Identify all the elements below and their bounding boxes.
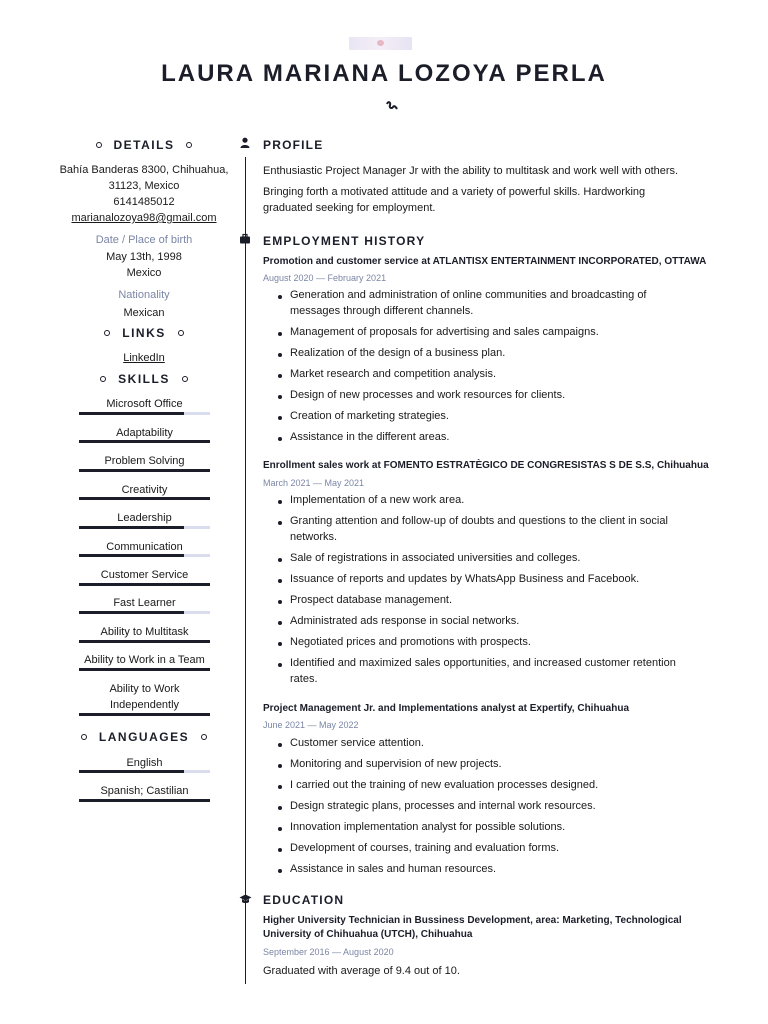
list-item: Market research and competition analysis. bbox=[270, 366, 690, 382]
list-item: Assistance in sales and human resources. bbox=[270, 861, 690, 877]
skill-level-bar bbox=[79, 554, 210, 557]
profile-photo bbox=[349, 37, 412, 50]
circle-icon bbox=[96, 142, 102, 148]
list-item: Generation and administration of online communities and broadcasting of messages through different channels. bbox=[270, 287, 690, 319]
links-heading: LINKS bbox=[56, 326, 232, 340]
timeline-line bbox=[245, 157, 246, 984]
skill-level-bar bbox=[79, 611, 210, 614]
list-item: Granting attention and follow-up of doubts and questions to the client in social networks. bbox=[270, 513, 690, 545]
skill-level-bar bbox=[79, 640, 210, 643]
circle-icon bbox=[178, 330, 184, 336]
skill-level-bar bbox=[79, 440, 210, 443]
skill-label: Creativity bbox=[121, 484, 168, 496]
list-item: Prospect database management. bbox=[270, 592, 690, 608]
list-item: Monitoring and supervision of new projects. bbox=[270, 756, 690, 772]
nationality: Mexican bbox=[123, 307, 165, 319]
skill-label: Problem Solving bbox=[104, 455, 185, 467]
circle-icon bbox=[182, 376, 188, 382]
job-bullets bbox=[270, 287, 690, 450]
candidate-name: LAURA MARIANA LOZOYA PERLA bbox=[161, 60, 607, 87]
skill-level-bar bbox=[79, 526, 210, 529]
nationality-label: Nationality bbox=[118, 289, 170, 301]
profile-paragraph: Enthusiastic Project Manager Jr with the ability to multitask and work well with others. bbox=[263, 165, 679, 177]
person-icon bbox=[239, 137, 251, 149]
education-note: Graduated with average of 9.4 out of 10. bbox=[263, 965, 460, 977]
skill-level-bar bbox=[79, 412, 210, 415]
skill-label: Adaptability bbox=[116, 427, 173, 439]
skill-label: Leadership bbox=[117, 512, 172, 524]
language-level-bar bbox=[79, 770, 210, 773]
language-level-bar bbox=[79, 799, 210, 802]
job-dates: August 2020 — February 2021 bbox=[263, 273, 387, 283]
list-item: Implementation of a new work area. bbox=[270, 492, 690, 508]
skill-level-bar bbox=[79, 668, 210, 671]
signature-icon bbox=[386, 101, 398, 111]
phone: 6141485012 bbox=[113, 196, 175, 208]
briefcase-icon bbox=[239, 233, 251, 245]
job-dates: June 2021 — May 2022 bbox=[263, 720, 359, 730]
list-item: Customer service attention. bbox=[270, 735, 690, 751]
list-item: Administrated ads response in social networks. bbox=[270, 613, 690, 629]
circle-icon bbox=[100, 376, 106, 382]
language-label: English bbox=[126, 757, 163, 769]
dob: May 13th, 1998 bbox=[106, 251, 182, 263]
skill-label: Ability to Work in a Team bbox=[84, 654, 205, 666]
place-of-birth: Mexico bbox=[126, 267, 162, 279]
skills-heading: SKILLS bbox=[56, 372, 232, 386]
education-heading: EDUCATION bbox=[263, 893, 345, 907]
list-item: Issuance of reports and updates by WhatsApp Business and Facebook. bbox=[270, 571, 690, 587]
list-item: Design of new processes and work resources for clients. bbox=[270, 387, 690, 403]
list-item: Creation of marketing strategies. bbox=[270, 408, 690, 424]
skill-level-bar bbox=[79, 497, 210, 500]
linkedin-link[interactable]: LinkedIn bbox=[123, 352, 165, 364]
skill-level-bar bbox=[79, 713, 210, 716]
circle-icon bbox=[104, 330, 110, 336]
list-item: Negotiated prices and promotions with prospects. bbox=[270, 634, 690, 650]
dob-label: Date / Place of birth bbox=[95, 234, 193, 246]
skill-level-bar bbox=[79, 583, 210, 586]
graduation-cap-icon bbox=[239, 893, 252, 905]
details-heading: DETAILS bbox=[56, 138, 232, 152]
list-item: Sale of registrations in associated universities and colleges. bbox=[270, 550, 690, 566]
list-item: Design strategic plans, processes and internal work resources. bbox=[270, 798, 690, 814]
job-bullets bbox=[270, 735, 690, 882]
job-title: Project Management Jr. and Implementations analyst at Expertify, Chihuahua bbox=[263, 703, 630, 714]
skill-label: Microsoft Office bbox=[106, 398, 183, 410]
skill-label: Ability to Multitask bbox=[100, 626, 189, 638]
circle-icon bbox=[186, 142, 192, 148]
language-label: Spanish; Castilian bbox=[100, 785, 189, 797]
circle-icon bbox=[201, 734, 207, 740]
job-title: Enrollment sales work at FOMENTO ESTRATÈGICO DE CONGRESISTAS S DE S.S, Chihuahua bbox=[263, 460, 709, 471]
address-line-1: Bahía Banderas 8300, Chihuahua, bbox=[59, 164, 229, 176]
list-item: Development of courses, training and evaluation forms. bbox=[270, 840, 690, 856]
list-item: Identified and maximized sales opportunities, and increased customer retention rates. bbox=[270, 655, 690, 687]
profile-heading: PROFILE bbox=[263, 138, 324, 152]
list-item: Realization of the design of a business plan. bbox=[270, 345, 690, 361]
list-item: Assistance in the different areas. bbox=[270, 429, 690, 445]
skill-label: Customer Service bbox=[100, 569, 189, 581]
list-item: Management of proposals for advertising and sales campaigns. bbox=[270, 324, 690, 340]
skill-level-bar bbox=[79, 469, 210, 472]
list-item: I carried out the training of new evaluation processes designed. bbox=[270, 777, 690, 793]
email-link[interactable]: marianalozoya98@gmail.com bbox=[71, 212, 217, 224]
degree-title: Higher University Technician in Bussiness Development, area: Marketing, Technological University of Chihuahua (UTCH), Chihuahua bbox=[263, 915, 682, 940]
languages-heading: LANGUAGES bbox=[56, 730, 232, 744]
job-bullets bbox=[270, 492, 690, 692]
employment-heading: EMPLOYMENT HISTORY bbox=[263, 234, 426, 248]
skill-label: Ability to Work Independently bbox=[109, 683, 180, 711]
skill-label: Fast Learner bbox=[113, 597, 176, 609]
skill-label: Communication bbox=[106, 541, 183, 553]
profile-paragraph: Bringing forth a motivated attitude and a variety of powerful skills. Hardworking graduated seeking for employment. bbox=[263, 186, 646, 214]
education-dates: September 2016 — August 2020 bbox=[263, 947, 394, 957]
job-dates: March 2021 — May 2021 bbox=[263, 478, 365, 488]
circle-icon bbox=[81, 734, 87, 740]
job-title: Promotion and customer service at ATLANTISX ENTERTAINMENT INCORPORATED, OTTAWA bbox=[263, 256, 707, 267]
list-item: Innovation implementation analyst for possible solutions. bbox=[270, 819, 690, 835]
address-line-2: 31123, Mexico bbox=[108, 180, 180, 192]
